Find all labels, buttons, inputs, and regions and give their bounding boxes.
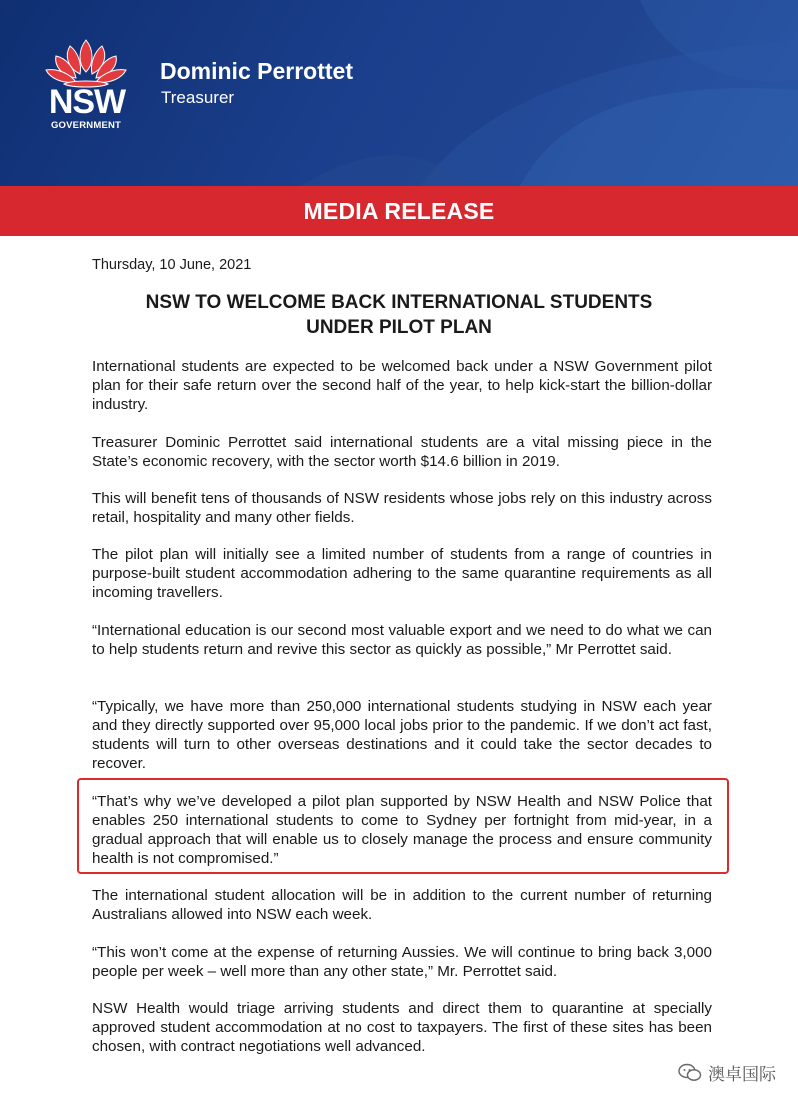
paragraph: Treasurer Dominic Perrottet said international students are a vital missing piece in the State’s economic recovery, with the sector worth $14.6 billion in 2019. [92, 434, 712, 470]
minister-role: Treasurer [161, 88, 235, 107]
logo-wordmark: NSW [48, 83, 126, 121]
waratah-icon [40, 36, 132, 90]
paragraph: “This won’t come at the expense of returning Aussies. We will continue to bring back 3,000 people per week – well more than any other state,” Mr. Perrottet said. [92, 944, 712, 980]
paragraph: International students are expected to be welcomed back under a NSW Government pilot plan for their safe return over the second half of the year, to help kick-start the billion-dollar industry. [92, 358, 712, 413]
watermark-label: 澳卓国际 [708, 1065, 776, 1084]
release-date: Thursday, 10 June, 2021 [92, 257, 252, 273]
logo-subtext: GOVERNMENT [50, 120, 122, 131]
header-banner [0, 0, 798, 186]
paragraph: The international student allocation will be in addition to the current number of returning Australians allowed into NSW each week. [92, 887, 712, 923]
highlight-box [77, 778, 729, 874]
headline-line-1: NSW TO WELCOME BACK INTERNATIONAL STUDENTS [145, 292, 653, 313]
paragraph-highlighted: “That’s why we’ve developed a pilot plan supported by NSW Health and NSW Police that enables 250 international students to come to Sydney per fortnight from mid-year, in a gradual approach that will enable us to closely manage the process and ensure community health is not compromised.” [92, 793, 712, 867]
headline [60, 290, 738, 340]
minister-name: Dominic Perrottet [160, 58, 353, 84]
paragraph: “International education is our second most valuable export and we need to do what we can to help students return and revive this sector as quickly as possible,” Mr Perrottet said. [92, 622, 712, 658]
wechat-icon [678, 1063, 702, 1083]
paragraph: “Typically, we have more than 250,000 international students studying in NSW each year and they directly supported over 95,000 local jobs prior to the pandemic. If we don’t act fast, students will turn to other overseas destinations and it could take the sector decades to recover. [92, 698, 712, 772]
paragraph: The pilot plan will initially see a limited number of students from a range of countries in purpose-built student accommodation adhering to the same quarantine requirements as all incoming travellers. [92, 546, 712, 601]
paragraph: This will benefit tens of thousands of NSW residents whose jobs rely on this industry across retail, hospitality and many other fields. [92, 490, 712, 526]
paragraph: NSW Health would triage arriving students and direct them to quarantine at specially approved student accommodation at no cost to taxpayers. The first of these sites has been chosen, with contract negotiations well advanced. [92, 1000, 712, 1055]
media-release-band [0, 186, 798, 236]
headline-line-2: UNDER PILOT PLAN [306, 317, 492, 338]
nsw-government-logo [40, 36, 132, 132]
watermark [678, 1060, 776, 1085]
media-release-label: MEDIA RELEASE [303, 198, 495, 224]
